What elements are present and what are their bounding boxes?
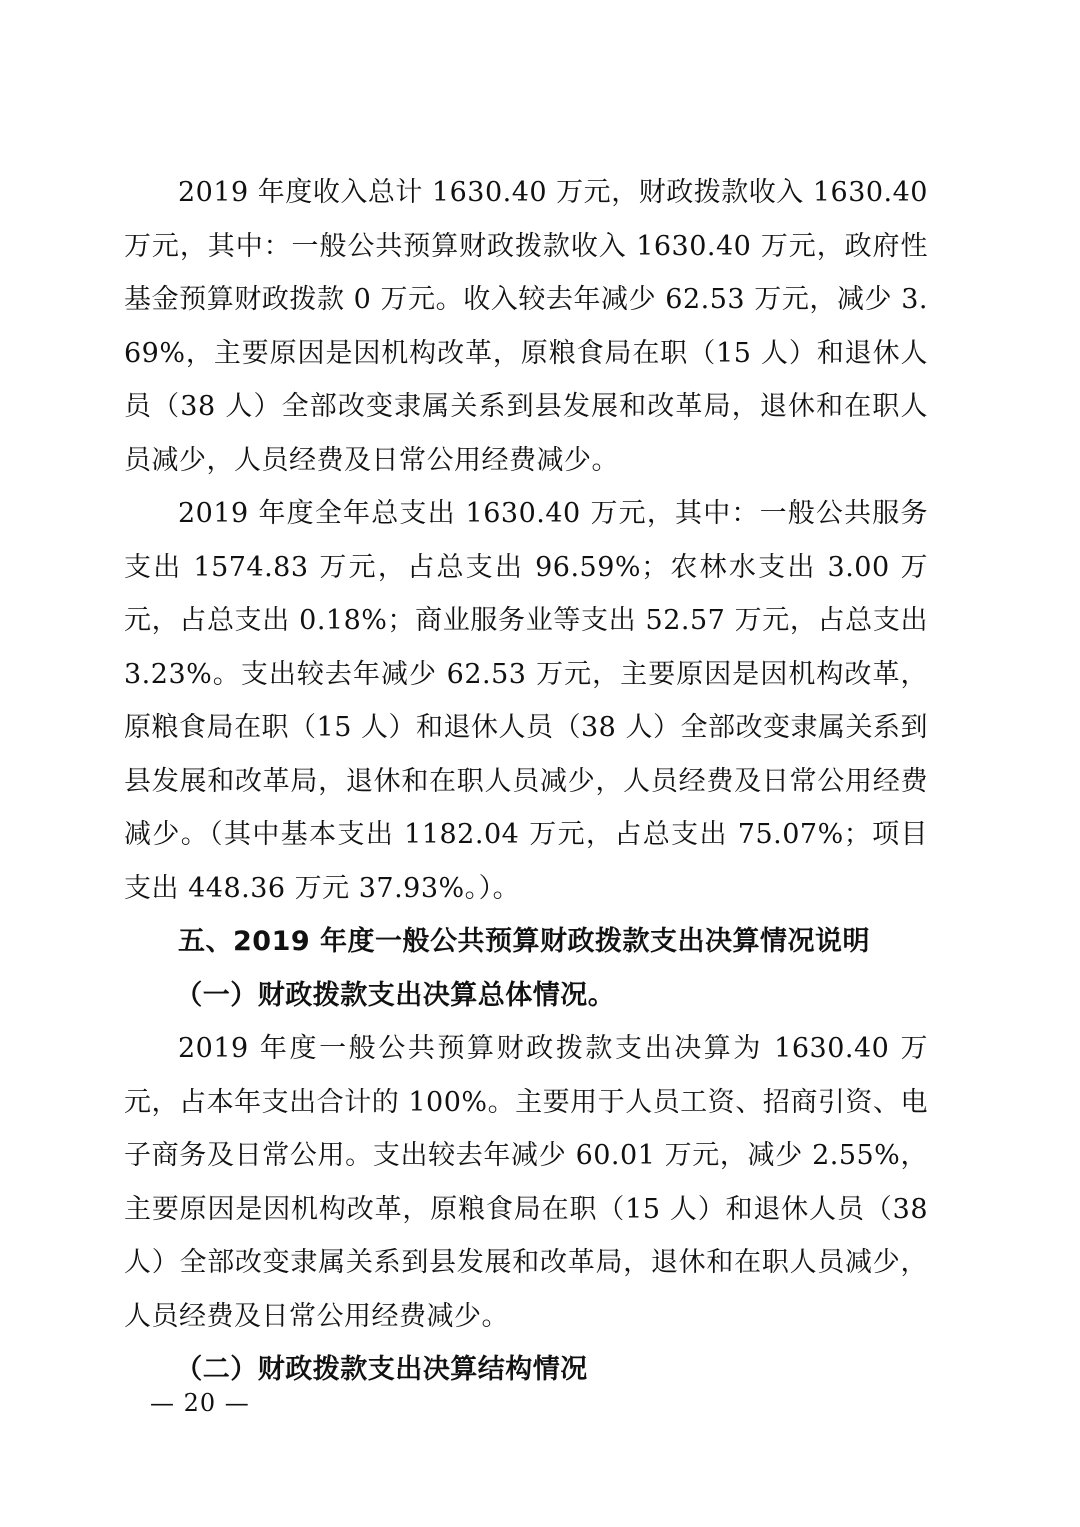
document-body <box>124 166 928 1397</box>
subheading-overall: （一）财政拨款支出决算总体情况。 <box>175 979 616 1011</box>
page-number: — 20 — <box>150 1389 250 1417</box>
paragraph-income: 2019 年度收入总计 1630.40 万元，财政拨款收入 1630.40 万元，其中：一般公共预算财政拨款收入 1630.40 万元，政府性基金预算财政拨款 0 万元。收入较去年减少 62.53 万元，减少 3.69%，主要原因是因机构改革，原粮食局在职（15 人）和退休人员（38 人）全部改变隶属关系到县发展和改革局，退休和在职人员减少，人员经费及日常公用经费减少。 <box>124 177 928 476</box>
subheading-structure: （二）财政拨款支出决算结构情况 <box>175 1354 588 1385</box>
paragraph-general-budget: 2019 年度一般公共预算财政拨款支出决算为 1630.40 万元，占本年支出合计的 100%。主要用于人员工资、招商引资、电子商务及日常公用。支出较去年减少 60.01 万元，减少 2.55%，主要原因是因机构改革，原粮食局在职（15 人）和退休人员（38 人）全部改变隶属关系到县发展和改革局，退休和在职人员减少，人员经费及日常公用经费减少。 <box>124 1033 928 1332</box>
section-heading-5: 五、2019 年度一般公共预算财政拨款支出决算情况说明 <box>178 926 871 957</box>
paragraph-expenditure: 2019 年度全年总支出 1630.40 万元，其中：一般公共服务支出 1574.83 万元，占总支出 96.59%；农林水支出 3.00 万元，占总支出 0.18%；商业服务业等支出 52.57 万元，占总支出 3.23%。支出较去年减少 62.53 万元，主要原因是因机构改革，原粮食局在职（15 人）和退休人员（38 人）全部改变隶属关系到县发展和改革局，退休和在职人员减少，人员经费及日常公用经费减少。（其中基本支出 1182.04 万元，占总支出 75.07%；项目支出 448.36 万元 37.93%。）。 <box>124 498 928 904</box>
